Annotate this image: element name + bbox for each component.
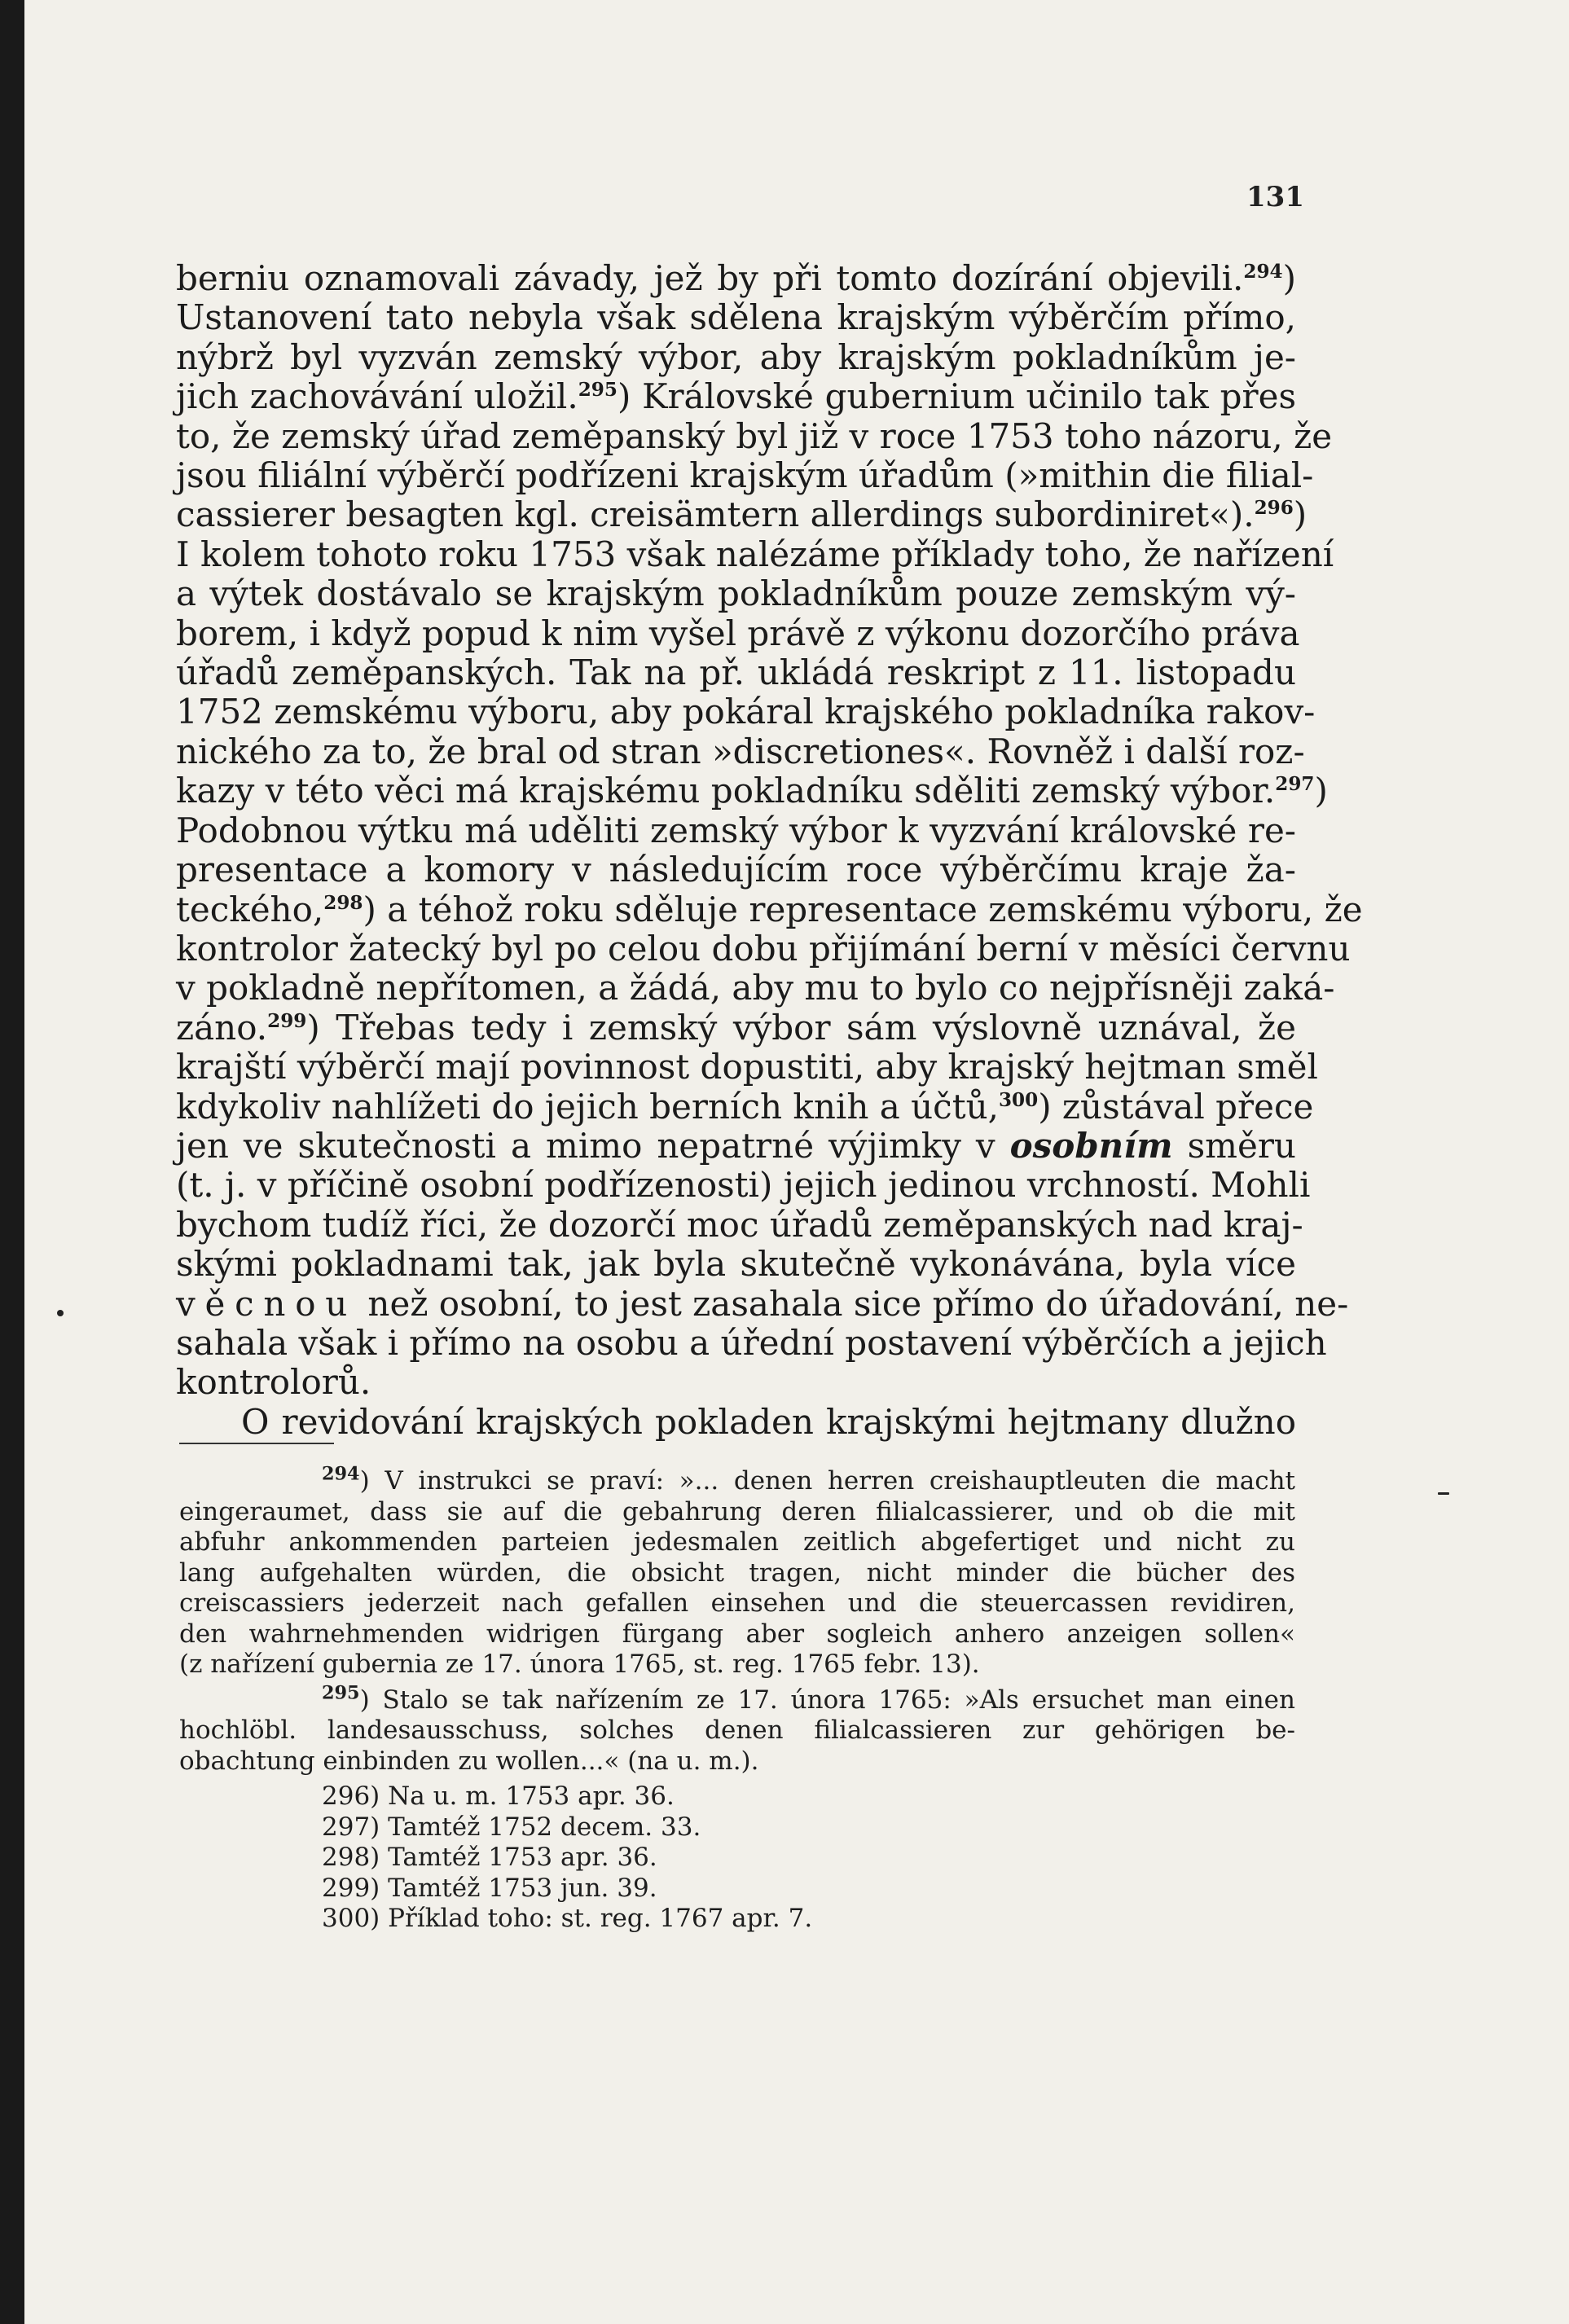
text-line: v pokladně nepřítomen, a žádá, aby mu to bylo co nejpřísněji zaká- xyxy=(176,968,1335,1008)
footnote-294: $^{294}$) V instrukci se praví: »... denen herren creishauptleuten die macht eingeraumet, dass sie auf die gebahrung deren filialcassierer, und ob die mit abfuhr ankommenden parteien jedesmalen zeitlich abgefertiget und nicht zu lang aufgehalten würden, die obsicht tragen, nicht minder die bücher des creiscassiers jederzeit nach gefallen einsehen und die steuercassen revidiren, den wahrnehmenden widrigen fürgang aber sogleich anhero anzeigen sollen« (z nařízení gubernia ze 17. února 1765, st. reg. 1765 febr. 13). xyxy=(179,1463,1295,1679)
text-line: úřadů zeměpanských. Tak na př. ukládá reskript z 11. listopadu xyxy=(176,652,1296,693)
text-line: kontrolorů. xyxy=(176,1362,371,1403)
text-line: (t. j. v příčině osobní podřízenosti) jejich jedinou vrchností. Mohli xyxy=(176,1165,1311,1206)
text-line: bychom tudíž říci, že dozorčí moc úřadů zeměpanských nad kraj- xyxy=(176,1204,1303,1245)
footnote-ref[interactable]: 299 xyxy=(267,1009,307,1032)
text-line: kontrolor žatecký byl po celou dobu přijímání berní v měsíci červnu xyxy=(176,928,1351,969)
text-line: O revidování krajských pokladen krajskými hejtmany dlužno xyxy=(241,1401,1296,1442)
text-line: Podobnou výtku má uděliti zemský výbor k vyzvání královské re- xyxy=(176,810,1296,850)
text-line: Ustanovení tato nebyla však sdělena krajským výběrčím přímo, xyxy=(176,297,1296,338)
text-line: I kolem tohoto roku 1753 však nalézáme příklady toho, že nařízení xyxy=(176,534,1334,574)
text-line: cassierer besagten kgl. creisämtern allerdings subordiniret«).$^{296}$) xyxy=(176,494,1308,535)
footnote-ref[interactable]: 297 xyxy=(1275,773,1315,796)
text-line: věcnou než osobní, to jest zasahala sice přímo do úřadování, ne- xyxy=(176,1283,1349,1324)
footnote-299: 299) Tamtéž 1753 jun. 39. xyxy=(322,1873,657,1903)
spaced-emphasis: věcnou xyxy=(176,1283,358,1324)
text-line: a výtek dostávalo se krajským pokladníkům pouze zemským vý- xyxy=(176,573,1296,614)
footnote-divider xyxy=(179,1443,334,1444)
page-number: 131 xyxy=(1246,181,1304,213)
text-line: nýbrž byl vyzván zemský výbor, aby krajským pokladníkům je- xyxy=(176,336,1296,377)
text-line: krajští výběrčí mají povinnost dopustiti, aby krajský hejtman směl xyxy=(176,1047,1318,1087)
text-line: záno.$^{299}$) Třebas tedy i zemský výbor sám výslovně uznával, že xyxy=(176,1007,1296,1048)
footnote-300: 300) Příklad toho: st. reg. 1767 apr. 7. xyxy=(322,1904,813,1933)
text-line: skými pokladnami tak, jak byla skutečně vykonávána, byla více xyxy=(176,1244,1296,1285)
text-line: kdykoliv nahlížeti do jejich berních knih a účtů,$^{300}$) zůstával přece xyxy=(176,1086,1314,1127)
scan-speck xyxy=(1438,1492,1449,1495)
text-line: kazy v této věci má krajskému pokladníku sděliti zemský výbor.$^{297}$) xyxy=(176,771,1328,811)
text-line: sahala však i přímo na osobu a úřední postavení výběrčích a jejich xyxy=(176,1322,1327,1363)
footnote-ref[interactable]: 295 xyxy=(578,379,617,402)
text-line: teckého,$^{298}$) a téhož roku sděluje representace zemskému výboru, že xyxy=(176,889,1363,929)
text-line: berniu oznamovali závady, jež by při tomto dozírání objevili.$^{294}$) xyxy=(176,258,1296,298)
footnote-ref[interactable]: 294 xyxy=(1243,261,1283,283)
text-line: nického za to, že bral od stran »discretiones«. Rovněž i další roz- xyxy=(176,731,1305,771)
footnote-297: 297) Tamtéž 1752 decem. 33. xyxy=(322,1812,701,1842)
book-page xyxy=(24,0,1569,2324)
text-line: jich zachovávání uložil.$^{295}$) Královské gubernium učinilo tak přes xyxy=(176,376,1296,417)
text-line: 1752 zemskému výboru, aby pokáral krajského pokladníka rakov- xyxy=(176,692,1316,732)
italic-emphasis: osobním xyxy=(1009,1125,1173,1166)
footnote-298: 298) Tamtéž 1753 apr. 36. xyxy=(322,1843,657,1872)
text-line: jsou filiální výběrčí podřízeni krajským úřadům (»mithin die filial- xyxy=(176,455,1314,496)
footnotes xyxy=(179,1463,1295,1935)
text-line: borem, i když popud k nim vyšel právě z výkonu dozorčího práva xyxy=(176,613,1300,653)
text-line: presentace a komory v následujícím roce výběrčímu kraje ža- xyxy=(176,850,1296,890)
footnote-ref[interactable]: 296 xyxy=(1254,497,1294,520)
text-line: jen ve skutečnosti a mimo nepatrné výjimky v osobním směru xyxy=(176,1125,1296,1166)
scan-speck xyxy=(57,1310,64,1316)
footnote-296: 296) Na u. m. 1753 apr. 36. xyxy=(322,1781,675,1811)
footnote-295: $^{295}$) Stalo se tak nařízením ze 17. února 1765: »Als ersuchet man einen hochlöbl. landesausschuss, solches denen filialcassieren zur gehörigen be- obachtung einbinden zu wollen...« (na u. m.). xyxy=(179,1682,1295,1776)
main-text xyxy=(176,258,1363,1442)
footnote-ref[interactable]: 300 xyxy=(998,1088,1039,1111)
footnote-ref[interactable]: 298 xyxy=(323,891,363,914)
text-line: to, že zemský úřad zeměpanský byl již v roce 1753 toho názoru, že xyxy=(176,415,1333,456)
